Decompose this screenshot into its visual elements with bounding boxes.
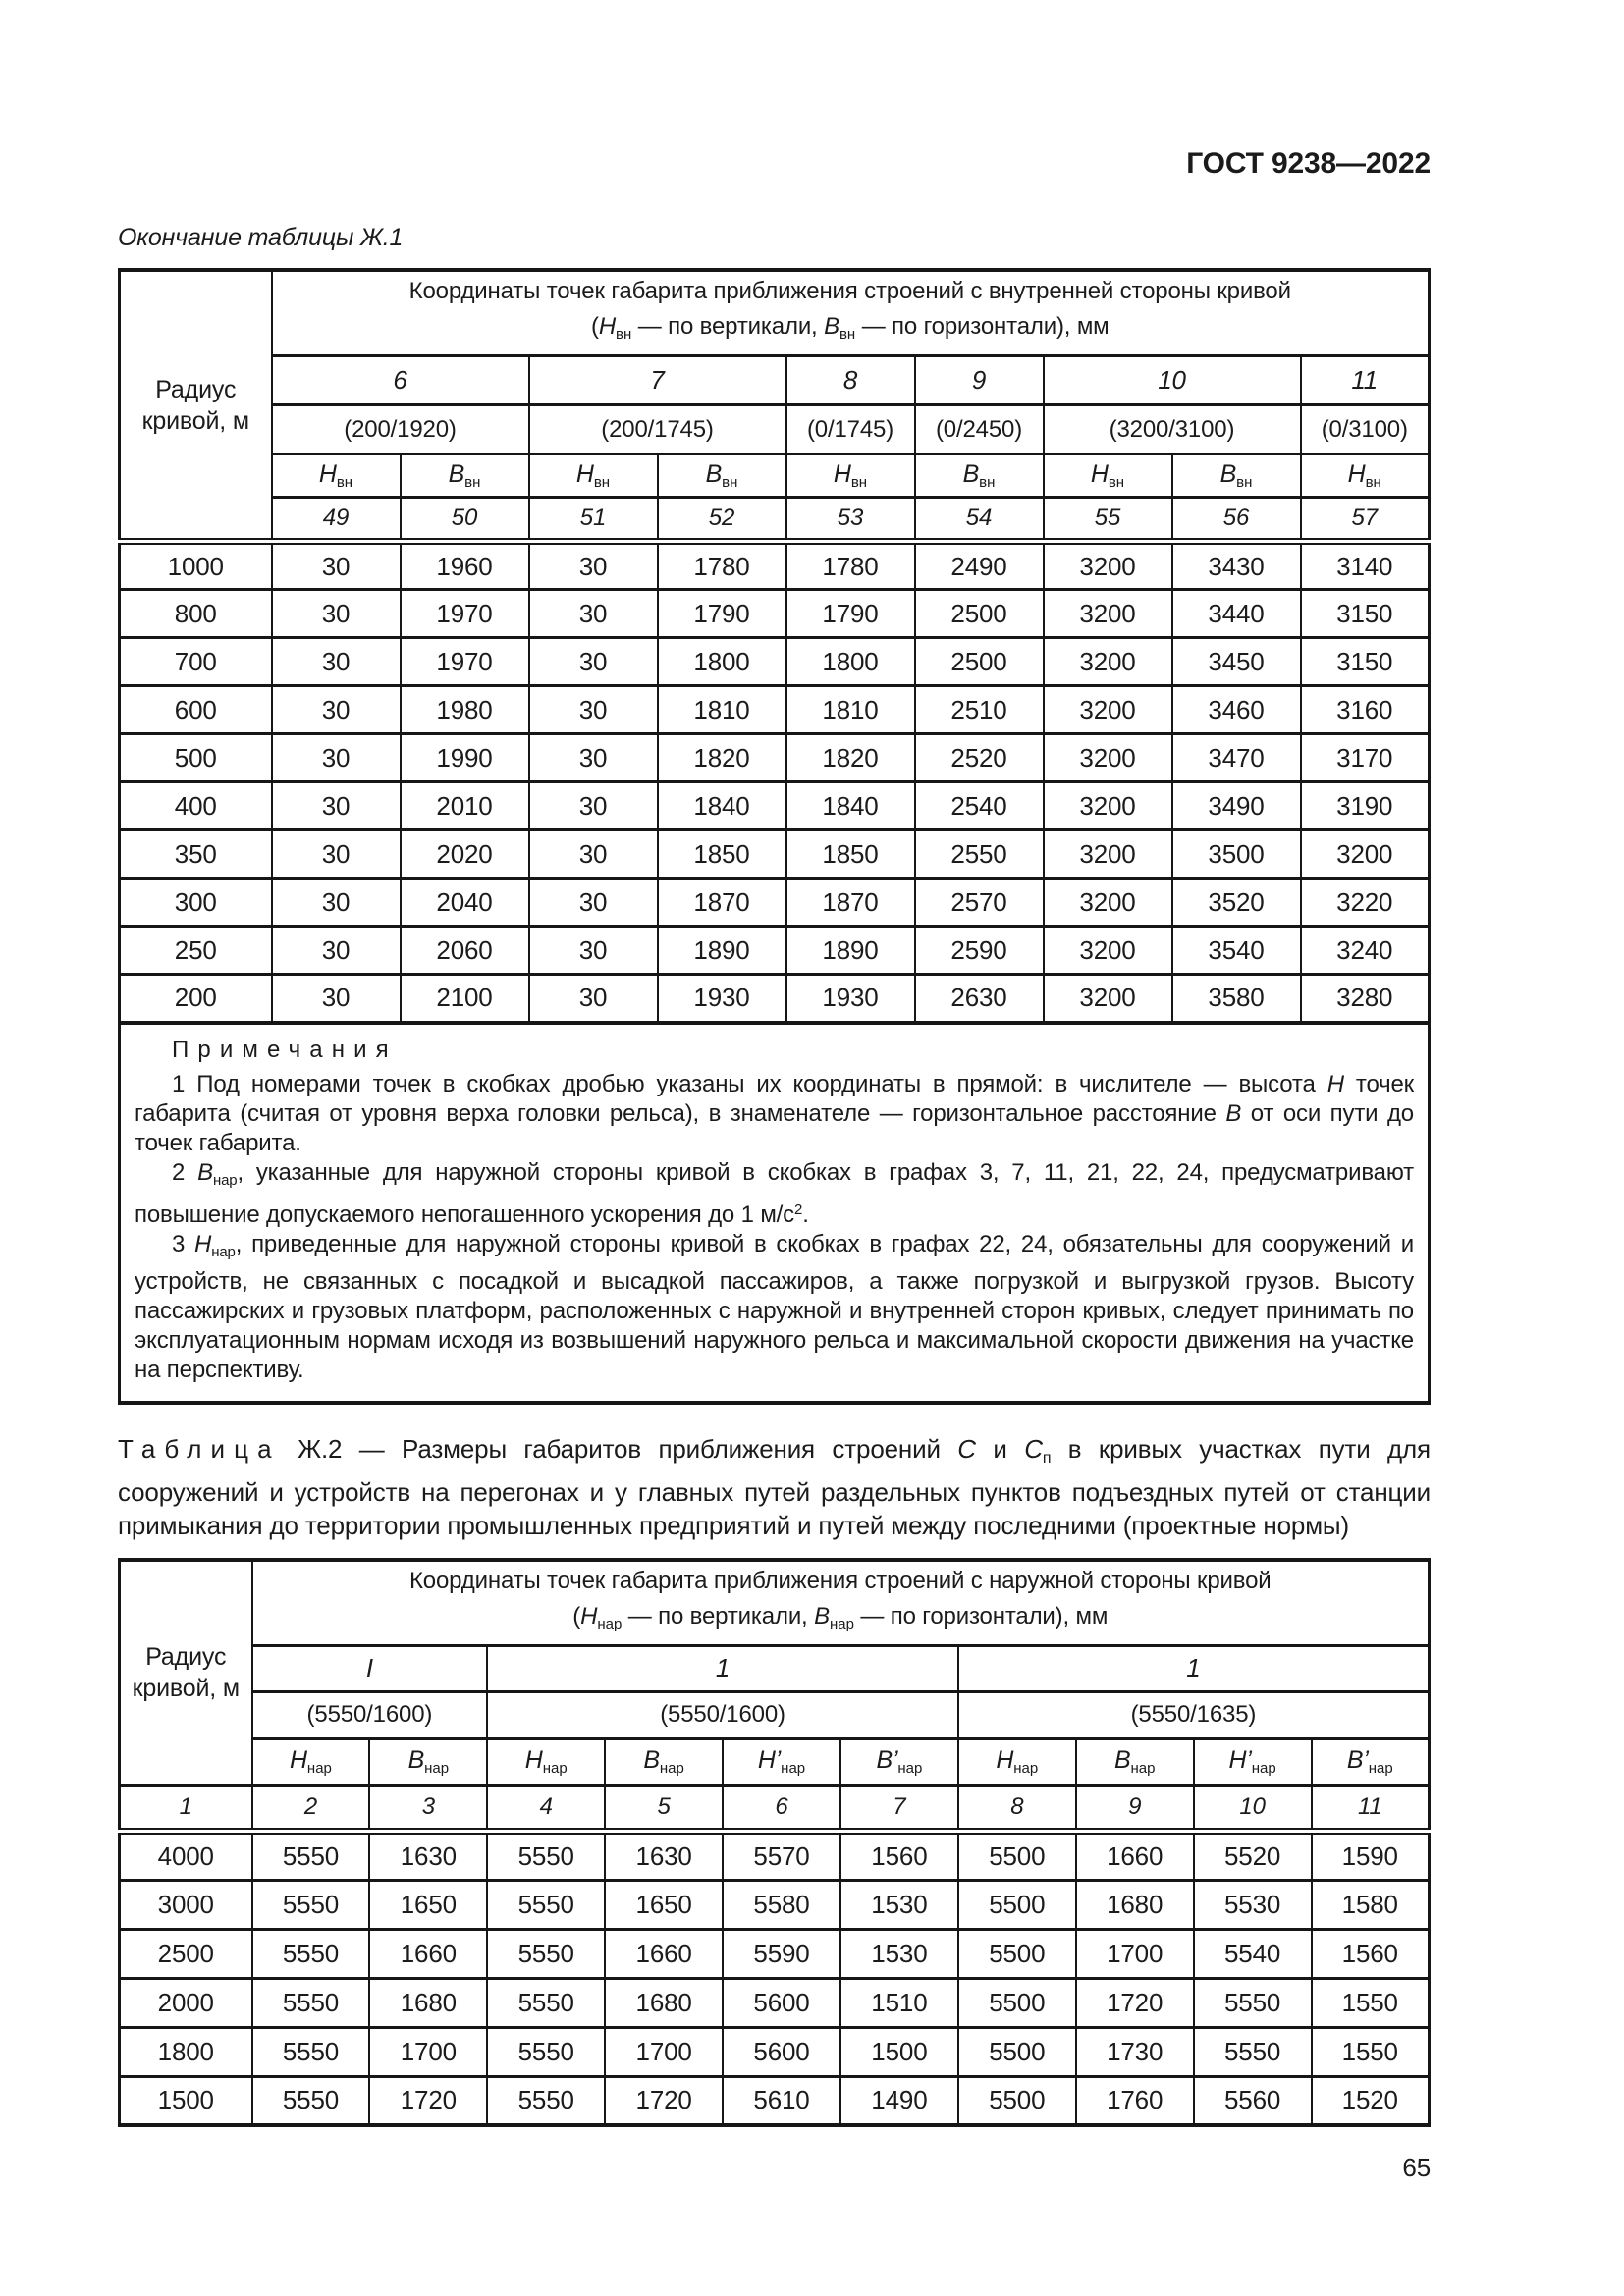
coordinate-value-cell: 5550 — [252, 1929, 370, 1978]
coordinate-value-cell: 1560 — [840, 1831, 958, 1880]
data-row — [120, 975, 1430, 1023]
coordinate-value-cell: 1780 — [658, 542, 786, 590]
coordinate-value-cell: 3200 — [1301, 830, 1430, 879]
coordinate-value-cell: 3200 — [1044, 590, 1172, 638]
hb-symbol: $Н_{вн}$ — [1044, 454, 1172, 498]
coordinate-value-cell: 30 — [272, 590, 401, 638]
hb-symbol: $В_{нар}$ — [1076, 1738, 1194, 1785]
coordinate-value-cell: 1980 — [401, 686, 529, 734]
point-coordinates: (200/1920) — [272, 405, 529, 454]
point-number-row — [120, 1645, 1430, 1691]
coordinate-value-cell: 3190 — [1301, 782, 1430, 830]
coordinate-value-cell: 2570 — [915, 879, 1044, 927]
point-number: 6 — [272, 356, 529, 405]
column-number: 10 — [1194, 1785, 1312, 1831]
coordinate-value-cell: 1550 — [1312, 1978, 1430, 2027]
column-number: 56 — [1172, 498, 1301, 542]
coordinate-value-cell: 1720 — [605, 2076, 723, 2125]
hb-symbol: $В_{вн}$ — [915, 454, 1044, 498]
radius-value-cell: 200 — [120, 975, 272, 1023]
coordinate-value-cell: 30 — [272, 734, 401, 782]
coordinate-value-cell: 1720 — [369, 2076, 487, 2125]
coordinate-value-cell: 5500 — [958, 1880, 1076, 1929]
coordinate-value-cell: 3200 — [1044, 734, 1172, 782]
column-number: 53 — [786, 498, 915, 542]
coordinate-value-cell: 1820 — [658, 734, 786, 782]
data-row — [120, 734, 1430, 782]
point-number: 1 — [958, 1645, 1430, 1691]
table-title-cell — [272, 270, 1430, 356]
coordinate-value-cell: 5550 — [487, 1880, 605, 1929]
coordinate-value-cell: 1790 — [786, 590, 915, 638]
coordinate-value-cell: 1870 — [786, 879, 915, 927]
coordinate-value-cell: 3450 — [1172, 638, 1301, 686]
coordinate-value-cell: 1890 — [658, 927, 786, 975]
table-zh1-body — [120, 542, 1430, 1023]
coordinate-value-cell: 1510 — [840, 1978, 958, 2027]
coordinate-value-cell: 30 — [529, 734, 658, 782]
coordinate-value-cell: 3200 — [1044, 927, 1172, 975]
column-number: 57 — [1301, 498, 1430, 542]
radius-column-header: Радиус кривой, м — [120, 1560, 252, 1786]
point-number: I — [252, 1645, 488, 1691]
point-number: 8 — [786, 356, 915, 405]
notes-row — [120, 1023, 1430, 1403]
coordinate-value-cell: 1970 — [401, 638, 529, 686]
point-coordinates-row — [120, 1691, 1430, 1738]
radius-value-cell: 350 — [120, 830, 272, 879]
coordinate-value-cell: 30 — [529, 686, 658, 734]
table-title-cell — [252, 1560, 1430, 1646]
coordinate-value-cell: 1800 — [786, 638, 915, 686]
coordinate-value-cell: 5500 — [958, 1831, 1076, 1880]
coordinate-value-cell: 30 — [529, 590, 658, 638]
coordinate-value-cell: 2020 — [401, 830, 529, 879]
coordinate-value-cell: 30 — [272, 542, 401, 590]
hb-symbol: $Н_{вн}$ — [1301, 454, 1430, 498]
coordinate-value-cell: 1810 — [658, 686, 786, 734]
coordinate-value-cell: 1700 — [605, 2027, 723, 2076]
coordinate-value-cell: 2550 — [915, 830, 1044, 879]
table-continuation-label: Окончание таблицы Ж.1 — [118, 224, 404, 251]
coordinate-value-cell: 1810 — [786, 686, 915, 734]
table-title-formula: ($Н_{вн}$ — по вертикали, $В_{вн}$ — по горизонтали), мм — [590, 313, 1110, 343]
coordinate-value-cell: 1490 — [840, 2076, 958, 2125]
radius-value-cell: 1500 — [120, 2076, 252, 2125]
title-row — [120, 270, 1430, 356]
coordinate-value-cell: 3520 — [1172, 879, 1301, 927]
coordinate-value-cell: 5610 — [723, 2076, 840, 2125]
data-row — [120, 830, 1430, 879]
hb-symbol: $Н_{вн}$ — [272, 454, 401, 498]
coordinate-value-cell: 1660 — [605, 1929, 723, 1978]
table-zh2-caption: Таблица Ж.2 — Размеры габаритов приближения строений С и $С_п$ в кривых участках пути для сооружений и устройств на перегонах и у главных путей раздельных пунктов подъездных путей от станции примыкания до территории промышленных предприятий и путей между последними (проектные нормы) — [118, 1433, 1431, 1540]
data-row — [120, 638, 1430, 686]
data-row — [120, 1929, 1430, 1978]
hb-symbol: $Н’_{нар}$ — [723, 1738, 840, 1785]
data-row — [120, 1880, 1430, 1929]
coordinate-value-cell: 3240 — [1301, 927, 1430, 975]
data-row — [120, 879, 1430, 927]
coordinate-value-cell: 1680 — [605, 1978, 723, 2027]
coordinate-value-cell: 5550 — [252, 2076, 370, 2125]
column-number: 3 — [369, 1785, 487, 1831]
column-number: 54 — [915, 498, 1044, 542]
coordinate-value-cell: 1550 — [1312, 2027, 1430, 2076]
coordinate-value-cell: 3200 — [1044, 686, 1172, 734]
point-number: 7 — [529, 356, 786, 405]
coordinate-value-cell: 5540 — [1194, 1929, 1312, 1978]
data-row — [120, 2027, 1430, 2076]
coordinate-value-cell: 2490 — [915, 542, 1044, 590]
hb-symbol: $В_{вн}$ — [658, 454, 786, 498]
coordinate-value-cell: 1520 — [1312, 2076, 1430, 2125]
coordinate-value-cell: 5590 — [723, 1929, 840, 1978]
coordinate-value-cell: 5560 — [1194, 2076, 1312, 2125]
coordinate-value-cell: 1720 — [1076, 1978, 1194, 2027]
coordinate-value-cell: 30 — [272, 782, 401, 830]
column-number: 6 — [723, 1785, 840, 1831]
hb-symbol: $Н’_{нар}$ — [1194, 1738, 1312, 1785]
coordinate-value-cell: 5550 — [1194, 1978, 1312, 2027]
radius-value-cell: 600 — [120, 686, 272, 734]
page-number: 65 — [1402, 2153, 1431, 2182]
radius-value-cell: 500 — [120, 734, 272, 782]
column-number: 50 — [401, 498, 529, 542]
hb-symbol: $Н_{нар}$ — [252, 1738, 370, 1785]
point-coordinates: (5550/1600) — [252, 1691, 488, 1738]
point-number: 1 — [487, 1645, 958, 1691]
radius-value-cell: 400 — [120, 782, 272, 830]
coordinate-value-cell: 30 — [272, 830, 401, 879]
point-coordinates: (3200/3100) — [1044, 405, 1301, 454]
point-coordinates: (5550/1600) — [487, 1691, 958, 1738]
coordinate-value-cell: 30 — [272, 686, 401, 734]
coordinate-value-cell: 5550 — [487, 1978, 605, 2027]
coordinate-value-cell: 1780 — [786, 542, 915, 590]
coordinate-value-cell: 5550 — [252, 2027, 370, 2076]
coordinate-value-cell: 3540 — [1172, 927, 1301, 975]
coordinate-value-cell: 5550 — [487, 1929, 605, 1978]
column-number: 1 — [120, 1785, 252, 1831]
notes-heading: Примечания — [172, 1036, 398, 1063]
note-2: 2 $В_{нар}$, указанные для наружной стороны кривой в скобках в графах 3, 7, 11, 21, 22, 24, предусматривают повышение допускаемого непогашенного ускорения до 1 $м/с^2$. — [135, 1158, 1414, 1228]
coordinate-value-cell: 1650 — [605, 1880, 723, 1929]
point-coordinates: (0/3100) — [1301, 405, 1430, 454]
table-title-formula: ($Н_{нар}$ — по вертикали, $В_{нар}$ — по горизонтали), мм — [572, 1602, 1109, 1632]
hb-symbol: $Н_{нар}$ — [958, 1738, 1076, 1785]
radius-value-cell: 1800 — [120, 2027, 252, 2076]
hb-symbol: $Н_{вн}$ — [786, 454, 915, 498]
coordinate-value-cell: 5500 — [958, 2076, 1076, 2125]
radius-value-cell: 1000 — [120, 542, 272, 590]
point-coordinates: (5550/1635) — [958, 1691, 1430, 1738]
coordinate-value-cell: 2100 — [401, 975, 529, 1023]
coordinate-value-cell: 1590 — [1312, 1831, 1430, 1880]
coordinate-value-cell: 1890 — [786, 927, 915, 975]
coordinate-value-cell: 2540 — [915, 782, 1044, 830]
point-number: 11 — [1301, 356, 1430, 405]
coordinate-value-cell: 3440 — [1172, 590, 1301, 638]
data-row — [120, 2076, 1430, 2125]
table-zh2-header — [120, 1560, 1430, 1832]
radius-value-cell: 3000 — [120, 1880, 252, 1929]
radius-value-cell: 2000 — [120, 1978, 252, 2027]
coordinate-value-cell: 2010 — [401, 782, 529, 830]
radius-value-cell: 2500 — [120, 1929, 252, 1978]
coordinate-value-cell: 5550 — [1194, 2027, 1312, 2076]
hb-symbol: $В_{вн}$ — [1172, 454, 1301, 498]
coordinate-value-cell: 1990 — [401, 734, 529, 782]
coordinate-value-cell: 5500 — [958, 2027, 1076, 2076]
coordinate-value-cell: 1850 — [658, 830, 786, 879]
data-row — [120, 542, 1430, 590]
radius-value-cell: 250 — [120, 927, 272, 975]
column-number: 55 — [1044, 498, 1172, 542]
column-number: 52 — [658, 498, 786, 542]
column-number-row — [120, 1785, 1430, 1831]
column-number: 7 — [840, 1785, 958, 1831]
coordinate-value-cell: 30 — [272, 927, 401, 975]
coordinate-value-cell: 3200 — [1044, 542, 1172, 590]
data-row — [120, 927, 1430, 975]
coordinate-value-cell: 2510 — [915, 686, 1044, 734]
coordinate-value-cell: 30 — [272, 975, 401, 1023]
coordinate-value-cell: 1840 — [658, 782, 786, 830]
coordinate-value-cell: 30 — [529, 830, 658, 879]
coordinate-value-cell: 30 — [529, 879, 658, 927]
point-number-row — [120, 356, 1430, 405]
table-zh1-continuation — [118, 268, 1431, 1405]
coordinate-value-cell: 3460 — [1172, 686, 1301, 734]
coordinate-value-cell: 3150 — [1301, 590, 1430, 638]
coordinate-value-cell: 1530 — [840, 1880, 958, 1929]
radius-value-cell: 300 — [120, 879, 272, 927]
coordinate-value-cell: 3200 — [1044, 782, 1172, 830]
point-coordinates-row — [120, 405, 1430, 454]
coordinate-value-cell: 30 — [529, 927, 658, 975]
hb-symbol: $В’_{нар}$ — [840, 1738, 958, 1785]
column-number-row — [120, 498, 1430, 542]
coordinate-value-cell: 3200 — [1044, 975, 1172, 1023]
coordinate-value-cell: 2040 — [401, 879, 529, 927]
coordinate-value-cell: 30 — [529, 975, 658, 1023]
coordinate-value-cell: 1680 — [369, 1978, 487, 2027]
coordinate-value-cell: 1870 — [658, 879, 786, 927]
coordinate-value-cell: 2590 — [915, 927, 1044, 975]
hb-symbol: $Н_{нар}$ — [487, 1738, 605, 1785]
coordinate-value-cell: 3140 — [1301, 542, 1430, 590]
coordinate-value-cell: 5570 — [723, 1831, 840, 1880]
coordinate-value-cell: 3280 — [1301, 975, 1430, 1023]
table-title-line1: Координаты точек габарита приближения строений с наружной стороны кривой — [408, 1567, 1272, 1594]
coordinate-value-cell: 3170 — [1301, 734, 1430, 782]
coordinate-value-cell: 1580 — [1312, 1880, 1430, 1929]
coordinate-value-cell: 5550 — [252, 1978, 370, 2027]
column-number: 8 — [958, 1785, 1076, 1831]
coordinate-value-cell: 3430 — [1172, 542, 1301, 590]
coordinate-value-cell: 5520 — [1194, 1831, 1312, 1880]
coordinate-value-cell: 3150 — [1301, 638, 1430, 686]
coordinate-value-cell: 3580 — [1172, 975, 1301, 1023]
coordinate-value-cell: 3220 — [1301, 879, 1430, 927]
coordinate-value-cell: 1840 — [786, 782, 915, 830]
coordinate-value-cell: 3200 — [1044, 638, 1172, 686]
note-3: 3 $Н_{нар}$, приведенные для наружной стороны кривой в скобках в графах 22, 24, обязательны для сооружений и устройств, не связанных с посадкой и высадкой пассажиров, а также погрузкой и выгрузкой грузов. Высоту пассажирских и грузовых платформ, расположенных с наружной и внутренней сторон кривых, следует принимать по эксплуатационным нормам исходя из возвышений наружного рельса и максимальной скорости движения на участке на перспективу. — [135, 1230, 1414, 1383]
notes-cell — [120, 1023, 1430, 1403]
coordinate-value-cell: 3470 — [1172, 734, 1301, 782]
hb-symbol: $В_{нар}$ — [369, 1738, 487, 1785]
radius-value-cell: 700 — [120, 638, 272, 686]
hb-symbol: $В_{нар}$ — [605, 1738, 723, 1785]
table-zh1-notes — [120, 1023, 1430, 1403]
coordinate-value-cell: 30 — [529, 638, 658, 686]
point-coordinates: (200/1745) — [529, 405, 786, 454]
coordinate-value-cell: 5600 — [723, 2027, 840, 2076]
coordinate-value-cell: 1680 — [1076, 1880, 1194, 1929]
coordinate-value-cell: 3490 — [1172, 782, 1301, 830]
coordinate-value-cell: 1730 — [1076, 2027, 1194, 2076]
coordinate-value-cell: 5530 — [1194, 1880, 1312, 1929]
coordinate-value-cell: 1500 — [840, 2027, 958, 2076]
coordinate-value-cell: 1530 — [840, 1929, 958, 1978]
coordinate-value-cell: 2060 — [401, 927, 529, 975]
radius-value-cell: 800 — [120, 590, 272, 638]
note-1: 1 Под номерами точек в скобках дробью указаны их координаты в прямой: в числителе — высота Н точек габарита (считая от уровня верха головки рельса), в знаменателе — горизонтальное расстояние В от оси пути до точек габарита. — [135, 1070, 1414, 1156]
coordinate-value-cell: 2500 — [915, 638, 1044, 686]
coordinate-value-cell: 1970 — [401, 590, 529, 638]
coordinate-value-cell: 5550 — [252, 1831, 370, 1880]
column-number: 9 — [1076, 1785, 1194, 1831]
data-row — [120, 590, 1430, 638]
coordinate-value-cell: 3200 — [1044, 879, 1172, 927]
coordinate-value-cell: 1760 — [1076, 2076, 1194, 2125]
data-row — [120, 782, 1430, 830]
coordinate-value-cell: 3200 — [1044, 830, 1172, 879]
coordinate-value-cell: 5500 — [958, 1929, 1076, 1978]
hb-symbol-row — [120, 454, 1430, 498]
point-coordinates: (0/1745) — [786, 405, 915, 454]
coordinate-value-cell: 2630 — [915, 975, 1044, 1023]
column-number: 11 — [1312, 1785, 1430, 1831]
coordinate-value-cell: 1700 — [369, 2027, 487, 2076]
coordinate-value-cell: 5500 — [958, 1978, 1076, 2027]
coordinate-value-cell: 1650 — [369, 1880, 487, 1929]
coordinate-value-cell: 5550 — [487, 2076, 605, 2125]
radius-column-header: Радиус кривой, м — [120, 270, 272, 542]
column-number: 5 — [605, 1785, 723, 1831]
point-number: 10 — [1044, 356, 1301, 405]
coordinate-value-cell: 1850 — [786, 830, 915, 879]
coordinate-value-cell: 1790 — [658, 590, 786, 638]
coordinate-value-cell: 3160 — [1301, 686, 1430, 734]
coordinate-value-cell: 30 — [272, 638, 401, 686]
coordinate-value-cell: 2520 — [915, 734, 1044, 782]
coordinate-value-cell: 5580 — [723, 1880, 840, 1929]
hb-symbol: $В_{вн}$ — [401, 454, 529, 498]
title-row — [120, 1560, 1430, 1646]
coordinate-value-cell: 1630 — [369, 1831, 487, 1880]
coordinate-value-cell: 1820 — [786, 734, 915, 782]
coordinate-value-cell: 30 — [272, 879, 401, 927]
table-zh2 — [118, 1558, 1431, 2128]
column-number: 51 — [529, 498, 658, 542]
coordinate-value-cell: 1630 — [605, 1831, 723, 1880]
coordinate-value-cell: 1930 — [786, 975, 915, 1023]
table-title-line1: Координаты точек габарита приближения строений с внутренней стороны кривой — [408, 278, 1291, 304]
radius-value-cell: 4000 — [120, 1831, 252, 1880]
point-number: 9 — [915, 356, 1044, 405]
coordinate-value-cell: 1800 — [658, 638, 786, 686]
coordinate-value-cell: 5600 — [723, 1978, 840, 2027]
coordinate-value-cell: 5550 — [487, 1831, 605, 1880]
table-zh2-body — [120, 1831, 1430, 2125]
coordinate-value-cell: 1660 — [369, 1929, 487, 1978]
document-code: ГОСТ 9238—2022 — [1186, 147, 1431, 180]
coordinate-value-cell: 30 — [529, 782, 658, 830]
data-row — [120, 1978, 1430, 2027]
coordinate-value-cell: 30 — [529, 542, 658, 590]
coordinate-value-cell: 1700 — [1076, 1929, 1194, 1978]
hb-symbol: $Н_{вн}$ — [529, 454, 658, 498]
coordinate-value-cell: 5550 — [252, 1880, 370, 1929]
coordinate-value-cell: 3500 — [1172, 830, 1301, 879]
data-row — [120, 1831, 1430, 1880]
coordinate-value-cell: 1960 — [401, 542, 529, 590]
coordinate-value-cell: 2500 — [915, 590, 1044, 638]
column-number: 49 — [272, 498, 401, 542]
hb-symbol: $В’_{нар}$ — [1312, 1738, 1430, 1785]
coordinate-value-cell: 1560 — [1312, 1929, 1430, 1978]
column-number: 4 — [487, 1785, 605, 1831]
coordinate-value-cell: 1660 — [1076, 1831, 1194, 1880]
hb-symbol-row — [120, 1738, 1430, 1785]
coordinate-value-cell: 1930 — [658, 975, 786, 1023]
data-row — [120, 686, 1430, 734]
coordinate-value-cell: 5550 — [487, 2027, 605, 2076]
table-zh1-header — [120, 270, 1430, 542]
point-coordinates: (0/2450) — [915, 405, 1044, 454]
column-number: 2 — [252, 1785, 370, 1831]
